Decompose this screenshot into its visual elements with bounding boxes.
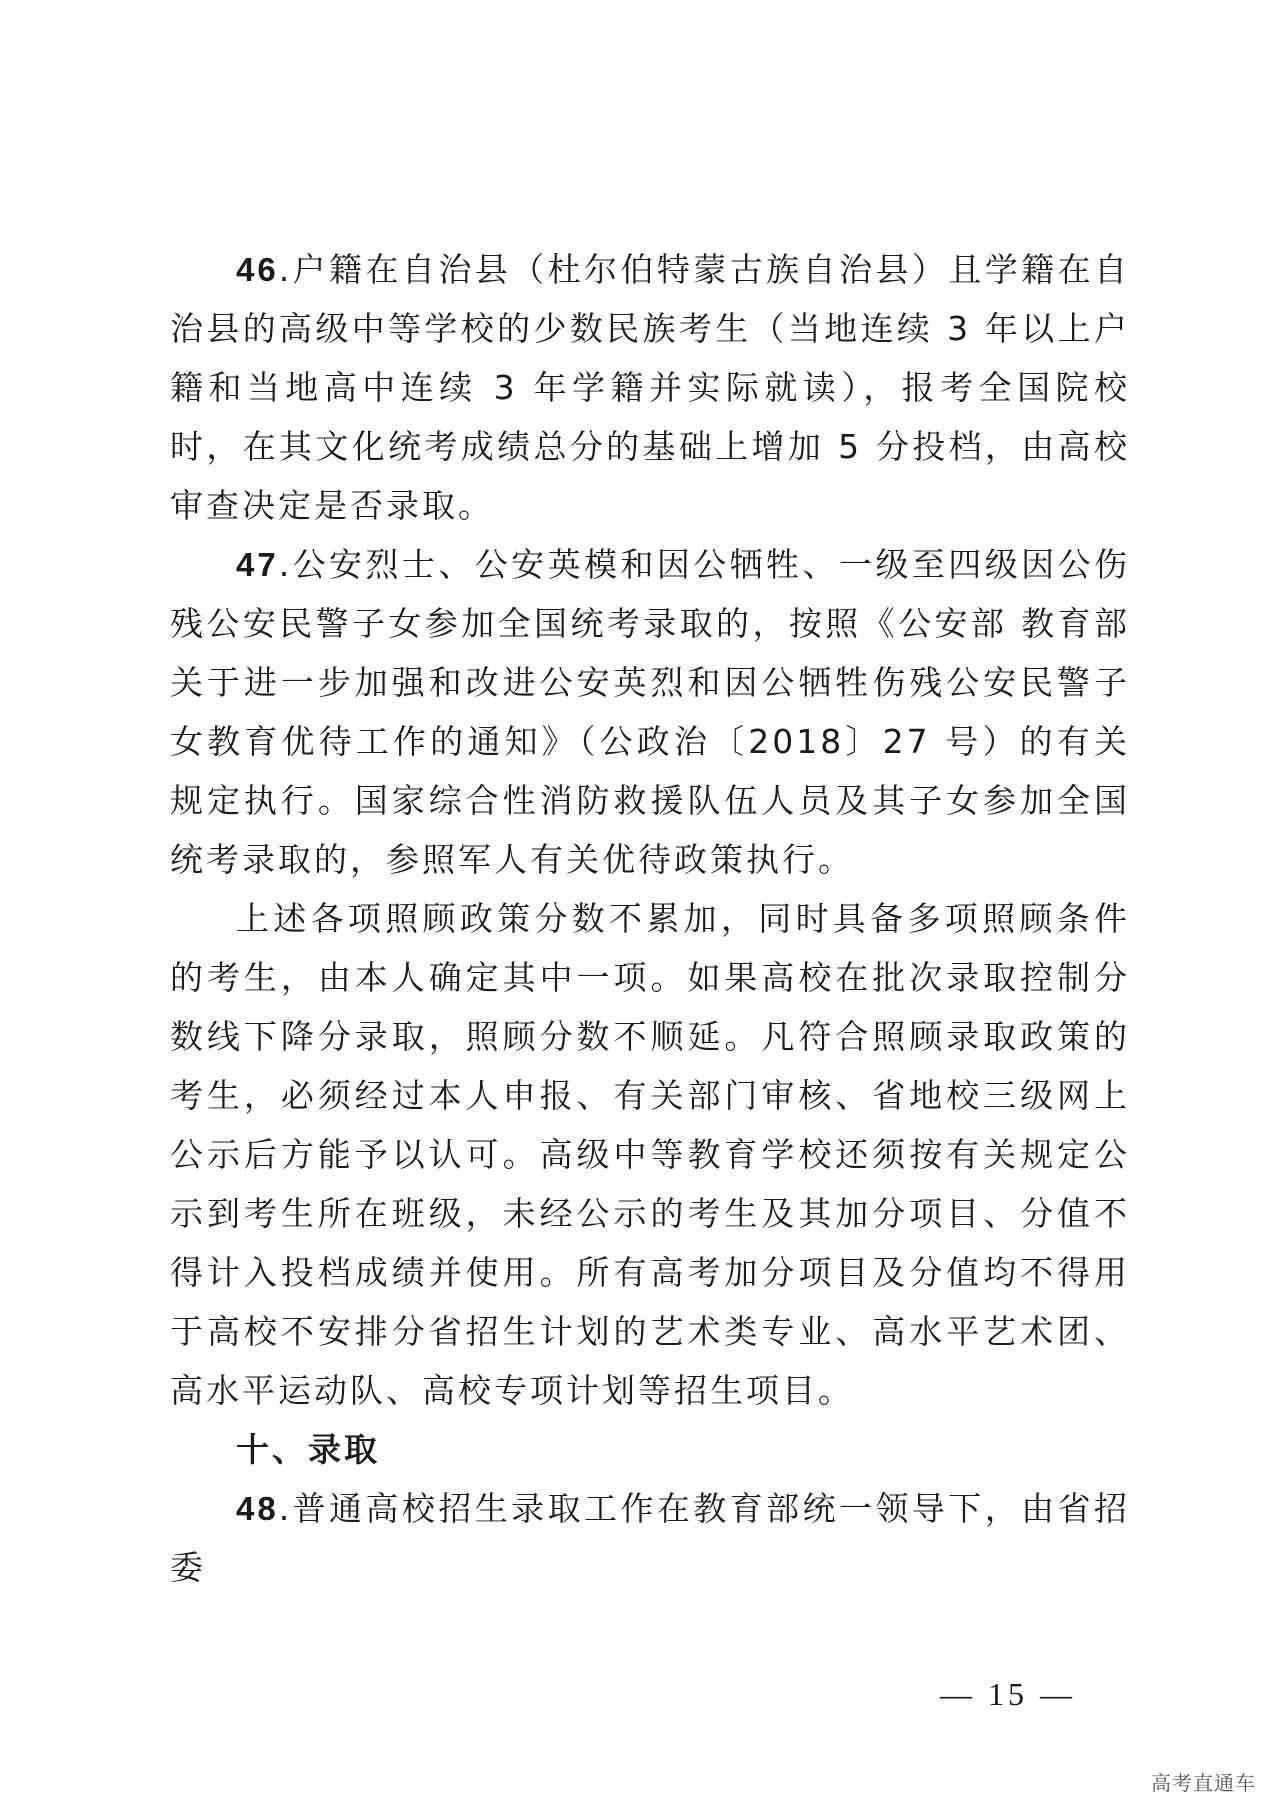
paragraph-number: 46 xyxy=(236,251,279,288)
paragraph-summary xyxy=(170,889,1130,1420)
paragraph-number: 48 xyxy=(236,1490,279,1527)
paragraph-text: .普通高校招生录取工作在教育部统一领导下，由省招委 xyxy=(170,1489,1130,1587)
document-body xyxy=(170,240,1130,1597)
paragraph-text: 上述各项照顾政策分数不累加，同时具备多项照顾条件的考生，由本人确定其中一项。如果高校在批次录取控制分数线下降分录取，照顾分数不顺延。凡符合照顾录取政策的考生，必须经过本人申报、有关部门审核、省地校三级网上公示后方能予以认可。高级中等教育学校还须按有关规定公示到考生所在班级，未经公示的考生及其加分项目、分值不得计入投档成绩并使用。所有高考加分项目及分值均不得用于高校不安排分省招生计划的艺术类专业、高水平艺术团、高水平运动队、高校专项计划等招生项目。 xyxy=(170,899,1130,1410)
paragraph-text: .户籍在自治县（杜尔伯特蒙古族自治县）且学籍在自治县的高级中等学校的少数民族考生（当地连续 3 年以上户籍和当地高中连续 3 年学籍并实际就读），报考全国院校时，在其文化统考成绩总分的基础上增加 5 分投档，由高校审查决定是否录取。 xyxy=(170,250,1130,525)
section-heading: 十、录取 xyxy=(236,1430,380,1469)
paragraph-48 xyxy=(170,1479,1130,1597)
paragraph-46 xyxy=(170,240,1130,535)
watermark: 高考直通车 xyxy=(1151,1771,1256,1795)
paragraph-number: 47 xyxy=(236,546,279,583)
page-number: — 15 — xyxy=(940,1676,1076,1712)
paragraph-text: .公安烈士、公安英模和因公牺牲、一级至四级因公伤残公安民警子女参加全国统考录取的，按照《公安部 教育部关于进一步加强和改进公安英烈和因公牺牲伤残公安民警子女教育优待工作的通知》（公政治〔2018〕27 号）的有关规定执行。国家综合性消防救援队伍人员及其子女参加全国统考录取的，参照军人有关优待政策执行。 xyxy=(170,545,1130,879)
paragraph-47 xyxy=(170,535,1130,889)
